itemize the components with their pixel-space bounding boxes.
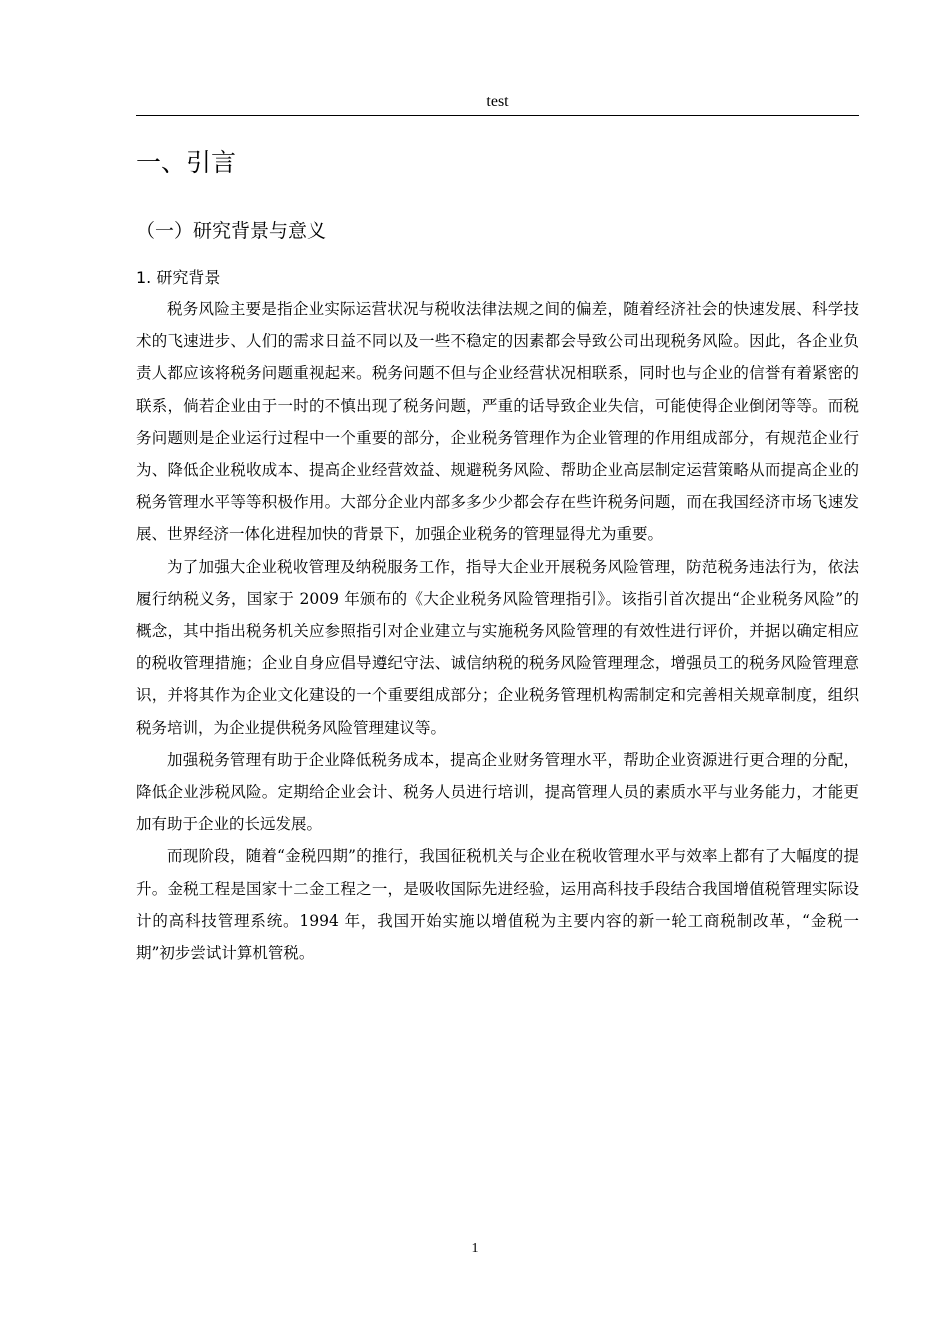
heading-level-2: （一）研究背景与意义 (136, 220, 327, 242)
page-content (136, 145, 859, 969)
paragraph-3: 加强税务管理有助于企业降低税务成本，提高企业财务管理水平，帮助企业资源进行更合理的分配，降低企业涉税风险。定期给企业会计、税务人员进行培训，提高管理人员的素质水平与业务能力，才能更加有助于企业的长远发展。 (136, 750, 859, 834)
paragraph-2: 为了加强大企业税收管理及纳税服务工作，指导大企业开展税务风险管理，防范税务违法行为，依法履行纳税义务，国家于 2009 年颁布的《大企业税务风险管理指引》。该指引首次提出“企业税务风险”的概念，其中指出税务机关应参照指引对企业建立与实施税务风险管理的有效性进行评价，并据以确定相应的税收管理措施；企业自身应倡导遵纪守法、诚信纳税的税务风险管理理念，增强员工的税务风险管理意识，并将其作为企业文化建设的一个重要组成部分；企业税务管理机构需制定和完善相关规章制度，组织税务培训，为企业提供税务风险管理建议等。 (136, 557, 859, 737)
paragraph-4: 而现阶段，随着“金税四期”的推行，我国征税机关与企业在税收管理水平与效率上都有了大幅度的提升。金税工程是国家十二金工程之一，是吸收国际先进经验，运用高科技手段结合我国增值税管理实际设计的高科技管理系统。1994 年，我国开始实施以增值税为主要内容的新一轮工商税制改革，“金税一期”初步尝试计算机管税。 (136, 847, 859, 963)
body-text (136, 293, 859, 969)
page-number: 1 (471, 1241, 479, 1256)
heading-level-1: 一、引言 (136, 148, 237, 177)
page-header: test (136, 92, 859, 116)
paragraph-1: 税务风险主要是指企业实际运营状况与税收法律法规之间的偏差，随着经济社会的快速发展、科学技术的飞速进步、人们的需求日益不同以及一些不稳定的因素都会导致公司出现税务风险。因此，各企业负责人都应该将税务问题重视起来。税务问题不但与企业经营状况相联系，同时也与企业的信誉有着紧密的联系，倘若企业由于一时的不慎出现了税务问题，严重的话导致企业失信，可能使得企业倒闭等等。而税务问题则是企业运行过程中一个重要的部分，企业税务管理作为企业管理的作用组成部分，有规范企业行为、降低企业税收成本、提高企业经营效益、规避税务风险、帮助企业高层制定运营策略从而提高企业的税务管理水平等等积极作用。大部分企业内部多多少少都会存在些许税务问题，而在我国经济市场飞速发展、世界经济一体化进程加快的背景下，加强企业税务的管理显得尤为重要。 (136, 300, 859, 544)
heading-level-3: 1. 研究背景 (136, 268, 221, 287)
